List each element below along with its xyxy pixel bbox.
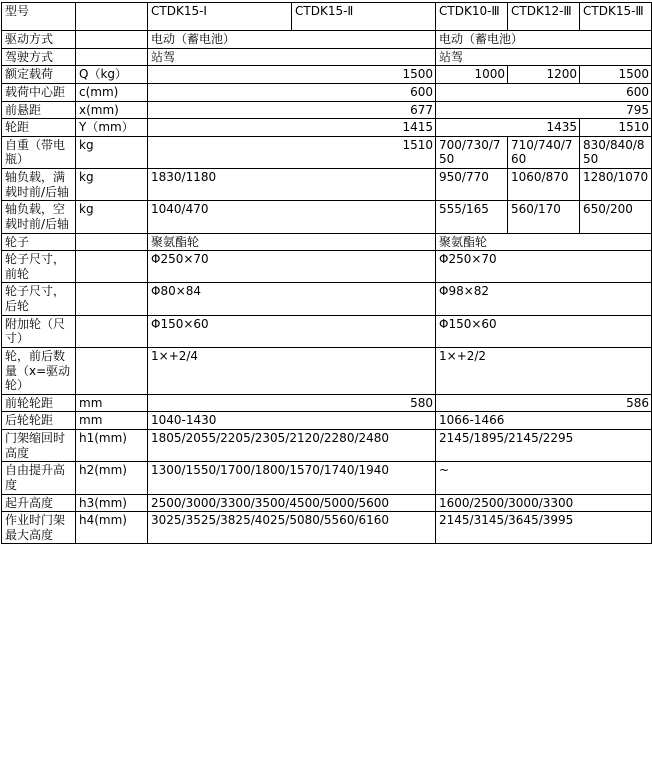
row-value: 站驾 — [148, 48, 436, 66]
row-unit: h3(mm) — [76, 494, 148, 512]
row-value: 1040/470 — [148, 201, 436, 233]
row-value: 电动（蓄电池） — [436, 31, 652, 49]
row-value: 2145/1895/2145/2295 — [436, 430, 652, 462]
row-unit: kg — [76, 136, 148, 168]
row-value: 2145/3145/3645/3995 — [436, 512, 652, 544]
row-label: 门架缩回时高度 — [2, 430, 76, 462]
row-value: 1300/1550/1700/1800/1570/1740/1940 — [148, 462, 436, 494]
row-unit — [76, 233, 148, 251]
specification-table — [1, 2, 652, 544]
row-value: 3025/3525/3825/4025/5080/5560/6160 — [148, 512, 436, 544]
table-row — [2, 136, 652, 168]
header-label-cell: 型号 — [2, 3, 76, 31]
row-value: 555/165 — [436, 201, 508, 233]
row-value: 650/200 — [580, 201, 652, 233]
row-label: 轮子 — [2, 233, 76, 251]
row-label: 载荷中心距 — [2, 83, 76, 101]
row-unit — [76, 48, 148, 66]
table-row — [2, 283, 652, 315]
row-value: 1500 — [148, 66, 436, 84]
row-label: 前悬距 — [2, 101, 76, 119]
header-unit-cell — [76, 3, 148, 31]
row-value: 560/170 — [508, 201, 580, 233]
row-value: 电动（蓄电池） — [148, 31, 436, 49]
row-value: 1500 — [580, 66, 652, 84]
row-value: 710/740/760 — [508, 136, 580, 168]
row-label: 驾驶方式 — [2, 48, 76, 66]
row-unit — [76, 347, 148, 394]
row-unit: kg — [76, 201, 148, 233]
table-row — [2, 494, 652, 512]
row-unit: mm — [76, 394, 148, 412]
table-body — [2, 3, 652, 544]
row-value: 1066-1466 — [436, 412, 652, 430]
row-value: Φ150×60 — [436, 315, 652, 347]
header-model-4: CTDK12-Ⅲ — [508, 3, 580, 31]
table-row — [2, 412, 652, 430]
table-row — [2, 430, 652, 462]
table-row — [2, 31, 652, 49]
header-model-1: CTDK15-Ⅰ — [148, 3, 292, 31]
row-label: 轮子尺寸，前轮 — [2, 251, 76, 283]
row-value: 1510 — [148, 136, 436, 168]
table-row — [2, 66, 652, 84]
row-value: 1060/870 — [508, 169, 580, 201]
row-value: 1510 — [580, 119, 652, 137]
row-label: 作业时门架最大高度 — [2, 512, 76, 544]
header-model-2: CTDK15-Ⅱ — [292, 3, 436, 31]
table-row — [2, 251, 652, 283]
row-value: 600 — [436, 83, 652, 101]
row-label: 额定载荷 — [2, 66, 76, 84]
row-value: 1040-1430 — [148, 412, 436, 430]
row-value: 1280/1070 — [580, 169, 652, 201]
row-label: 轴负载，满载时前/后轴 — [2, 169, 76, 201]
row-value: 1×+2/2 — [436, 347, 652, 394]
table-row — [2, 101, 652, 119]
row-unit: h1(mm) — [76, 430, 148, 462]
row-unit: h2(mm) — [76, 462, 148, 494]
row-value: 聚氨酯轮 — [148, 233, 436, 251]
row-value: 830/840/850 — [580, 136, 652, 168]
row-value: Φ98×82 — [436, 283, 652, 315]
table-row — [2, 347, 652, 394]
row-value: 1830/1180 — [148, 169, 436, 201]
row-value: Φ250×70 — [436, 251, 652, 283]
row-unit — [76, 315, 148, 347]
row-label: 轴负载，空载时前/后轴 — [2, 201, 76, 233]
row-label: 轮，前后数量（x=驱动轮） — [2, 347, 76, 394]
table-row — [2, 169, 652, 201]
row-unit — [76, 31, 148, 49]
row-value: 站驾 — [436, 48, 652, 66]
row-label: 后轮轮距 — [2, 412, 76, 430]
row-value: 2500/3000/3300/3500/4500/5000/5600 — [148, 494, 436, 512]
row-unit: mm — [76, 412, 148, 430]
row-label: 轮子尺寸，后轮 — [2, 283, 76, 315]
row-value: 700/730/750 — [436, 136, 508, 168]
row-value: 1805/2055/2205/2305/2120/2280/2480 — [148, 430, 436, 462]
row-value: 677 — [148, 101, 436, 119]
row-value: 586 — [436, 394, 652, 412]
table-header-row — [2, 3, 652, 31]
row-value: 580 — [148, 394, 436, 412]
row-unit: Y（mm） — [76, 119, 148, 137]
row-value: Φ150×60 — [148, 315, 436, 347]
row-value: 聚氨酯轮 — [436, 233, 652, 251]
row-value: 600 — [148, 83, 436, 101]
row-value: 1415 — [148, 119, 436, 137]
table-row — [2, 462, 652, 494]
row-unit — [76, 283, 148, 315]
row-label: 轮距 — [2, 119, 76, 137]
row-label: 自由提升高度 — [2, 462, 76, 494]
table-row — [2, 201, 652, 233]
row-value: ~ — [436, 462, 652, 494]
row-label: 起升高度 — [2, 494, 76, 512]
row-label: 前轮轮距 — [2, 394, 76, 412]
row-unit — [76, 251, 148, 283]
row-unit: h4(mm) — [76, 512, 148, 544]
header-model-3: CTDK10-Ⅲ — [436, 3, 508, 31]
row-unit: kg — [76, 169, 148, 201]
table-row — [2, 315, 652, 347]
row-value: 1200 — [508, 66, 580, 84]
table-row — [2, 83, 652, 101]
row-value: Φ250×70 — [148, 251, 436, 283]
row-label: 驱动方式 — [2, 31, 76, 49]
row-value: 1600/2500/3000/3300 — [436, 494, 652, 512]
row-value: 1×+2/4 — [148, 347, 436, 394]
table-row — [2, 48, 652, 66]
row-label: 自重（带电瓶） — [2, 136, 76, 168]
row-value: 1000 — [436, 66, 508, 84]
table-row — [2, 233, 652, 251]
header-model-5: CTDK15-Ⅲ — [580, 3, 652, 31]
row-value: 950/770 — [436, 169, 508, 201]
row-value: Φ80×84 — [148, 283, 436, 315]
table-row — [2, 512, 652, 544]
row-unit: Q（kg） — [76, 66, 148, 84]
table-row — [2, 394, 652, 412]
row-unit: c(mm) — [76, 83, 148, 101]
row-label: 附加轮（尺寸） — [2, 315, 76, 347]
row-value: 795 — [436, 101, 652, 119]
row-unit: x(mm) — [76, 101, 148, 119]
row-value: 1435 — [436, 119, 580, 137]
table-row — [2, 119, 652, 137]
